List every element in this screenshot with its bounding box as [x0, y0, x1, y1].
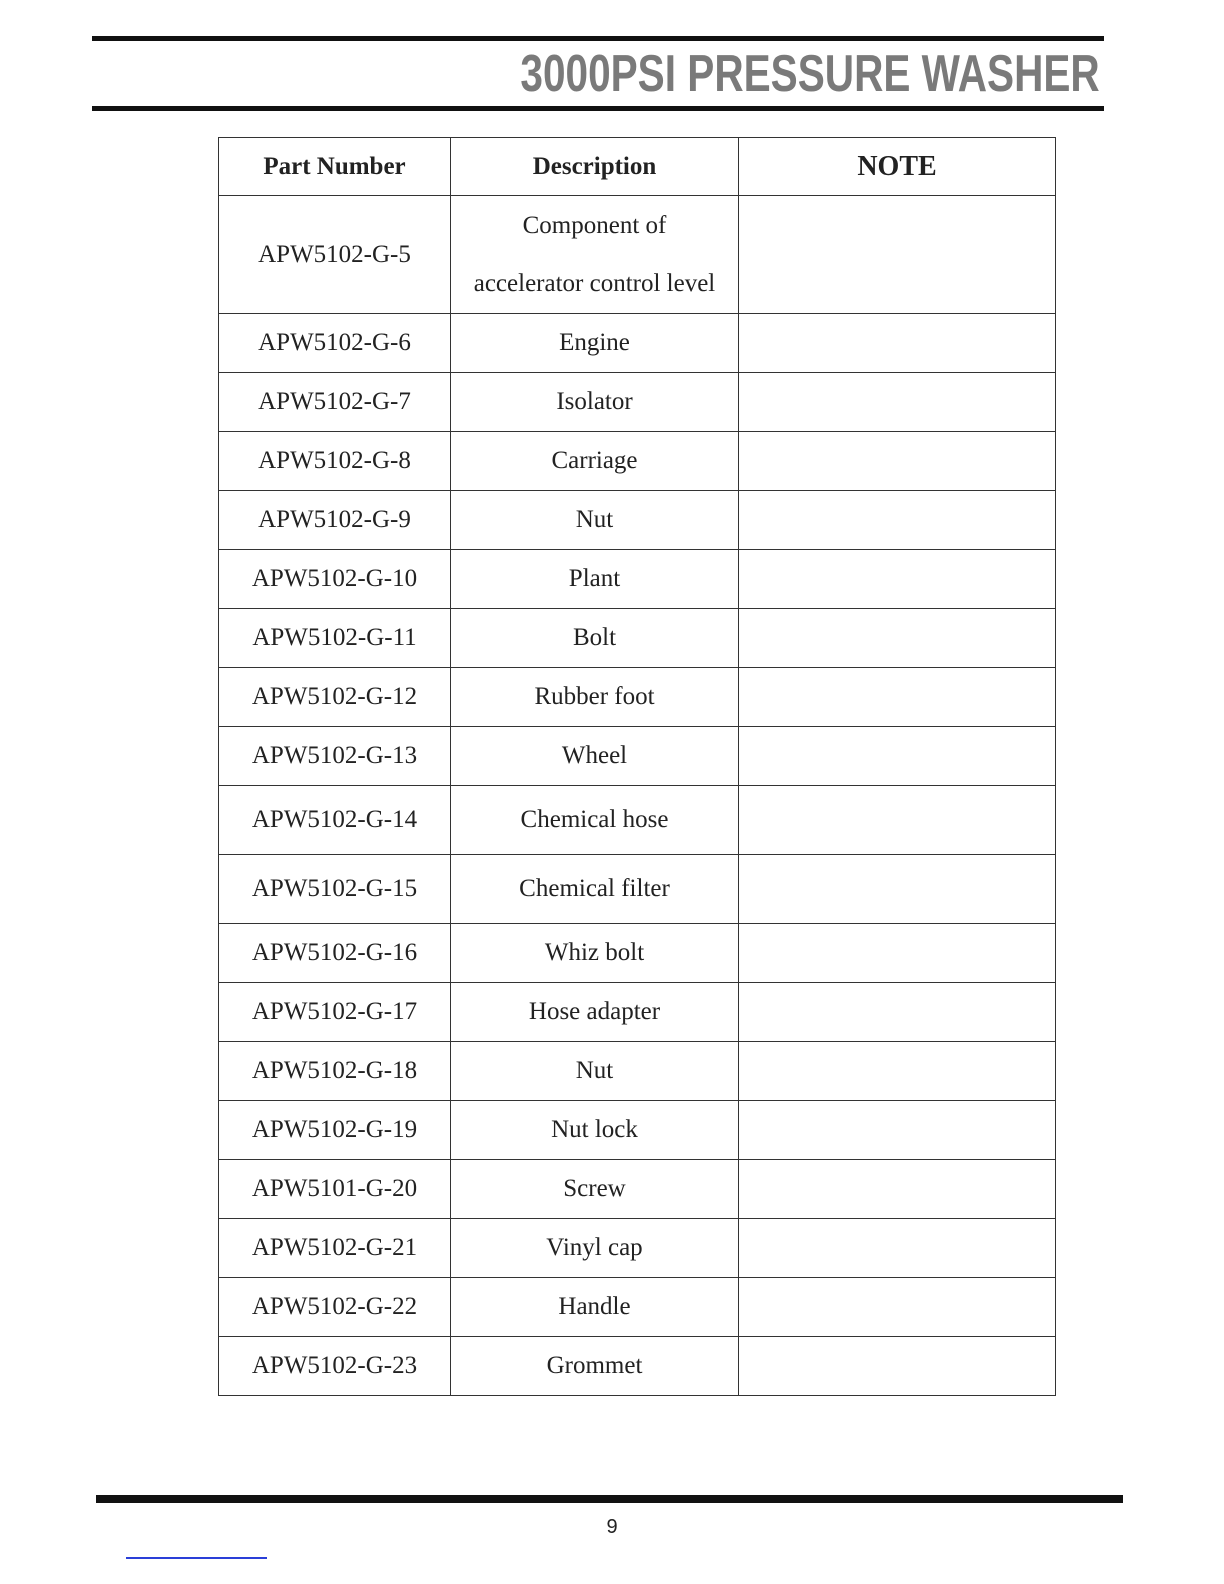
description-cell: Bolt: [451, 609, 739, 668]
header-top-rule: [92, 36, 1104, 41]
part-number-cell: APW5102-G-12: [219, 668, 451, 727]
description-cell: Chemical filter: [451, 855, 739, 924]
note-cell: [739, 668, 1056, 727]
part-number-cell: APW5101-G-20: [219, 1160, 451, 1219]
note-cell: [739, 550, 1056, 609]
table-row: [219, 491, 1056, 550]
part-number-cell: APW5102-G-6: [219, 314, 451, 373]
part-number-cell: APW5102-G-8: [219, 432, 451, 491]
table-row: [219, 668, 1056, 727]
footer-rule: [96, 1495, 1123, 1503]
table-row: [219, 727, 1056, 786]
note-cell: [739, 432, 1056, 491]
description-line: accelerator control level: [473, 269, 716, 297]
description-cell: Chemical hose: [451, 786, 739, 855]
table-row: [219, 924, 1056, 983]
parts-table: [218, 137, 1056, 1396]
note-cell: [739, 491, 1056, 550]
table-row: [219, 609, 1056, 668]
part-number-cell: APW5102-G-7: [219, 373, 451, 432]
description-cell: Handle: [451, 1278, 739, 1337]
table-row: [219, 786, 1056, 855]
note-cell: [739, 1337, 1056, 1396]
description-cell: Engine: [451, 314, 739, 373]
header-bottom-rule: [92, 106, 1104, 111]
description-cell: Plant: [451, 550, 739, 609]
part-number-cell: APW5102-G-21: [219, 1219, 451, 1278]
description-cell: Nut lock: [451, 1101, 739, 1160]
column-header-description: Description: [451, 138, 739, 196]
note-cell: [739, 924, 1056, 983]
note-cell: [739, 786, 1056, 855]
description-cell: Carriage: [451, 432, 739, 491]
description-cell: Hose adapter: [451, 983, 739, 1042]
note-cell: [739, 1042, 1056, 1101]
description-cell: Nut: [451, 1042, 739, 1101]
part-number-cell: APW5102-G-15: [219, 855, 451, 924]
note-cell: [739, 314, 1056, 373]
table-row: [219, 1337, 1056, 1396]
description-cell: Whiz bolt: [451, 924, 739, 983]
table-row: [219, 314, 1056, 373]
table-row: [219, 1278, 1056, 1337]
table-row: [219, 196, 1056, 314]
description-line: Component of: [522, 211, 667, 239]
part-number-cell: APW5102-G-19: [219, 1101, 451, 1160]
table-row: [219, 373, 1056, 432]
table-row: [219, 1101, 1056, 1160]
table-row: [219, 1042, 1056, 1101]
part-number-cell: APW5102-G-17: [219, 983, 451, 1042]
column-header-part-number: Part Number: [219, 138, 451, 196]
part-number-cell: APW5102-G-14: [219, 786, 451, 855]
part-number-cell: APW5102-G-10: [219, 550, 451, 609]
note-cell: [739, 727, 1056, 786]
description-cell: Vinyl cap: [451, 1219, 739, 1278]
part-number-cell: APW5102-G-13: [219, 727, 451, 786]
table-row: [219, 983, 1056, 1042]
note-cell: [739, 983, 1056, 1042]
column-header-note: NOTE: [739, 138, 1056, 196]
description-cell: Isolator: [451, 373, 739, 432]
table-row: [219, 432, 1056, 491]
table-header-row: [219, 138, 1056, 196]
note-cell: [739, 1278, 1056, 1337]
description-cell: Screw: [451, 1160, 739, 1219]
part-number-cell: APW5102-G-22: [219, 1278, 451, 1337]
table-row: [219, 1219, 1056, 1278]
table-row: [219, 550, 1056, 609]
description-cell: Wheel: [451, 727, 739, 786]
description-cell: Rubber foot: [451, 668, 739, 727]
description-cell: Grommet: [451, 1337, 739, 1396]
part-number-cell: APW5102-G-23: [219, 1337, 451, 1396]
page-number: 9: [606, 1516, 618, 1538]
note-cell: [739, 373, 1056, 432]
table-row: [219, 1160, 1056, 1219]
description-cell: [451, 196, 739, 314]
part-number-cell: APW5102-G-16: [219, 924, 451, 983]
note-cell: [739, 196, 1056, 314]
table-row: [219, 855, 1056, 924]
part-number-cell: APW5102-G-9: [219, 491, 451, 550]
part-number-cell: APW5102-G-18: [219, 1042, 451, 1101]
note-cell: [739, 855, 1056, 924]
note-cell: [739, 1101, 1056, 1160]
note-cell: [739, 609, 1056, 668]
hyperlink-underline[interactable]: [126, 1557, 267, 1559]
note-cell: [739, 1219, 1056, 1278]
note-cell: [739, 1160, 1056, 1219]
part-number-cell: APW5102-G-11: [219, 609, 451, 668]
description-cell: Nut: [451, 491, 739, 550]
part-number-cell: APW5102-G-5: [219, 196, 451, 314]
document-title: 3000PSI PRESSURE WASHER: [520, 45, 1100, 103]
